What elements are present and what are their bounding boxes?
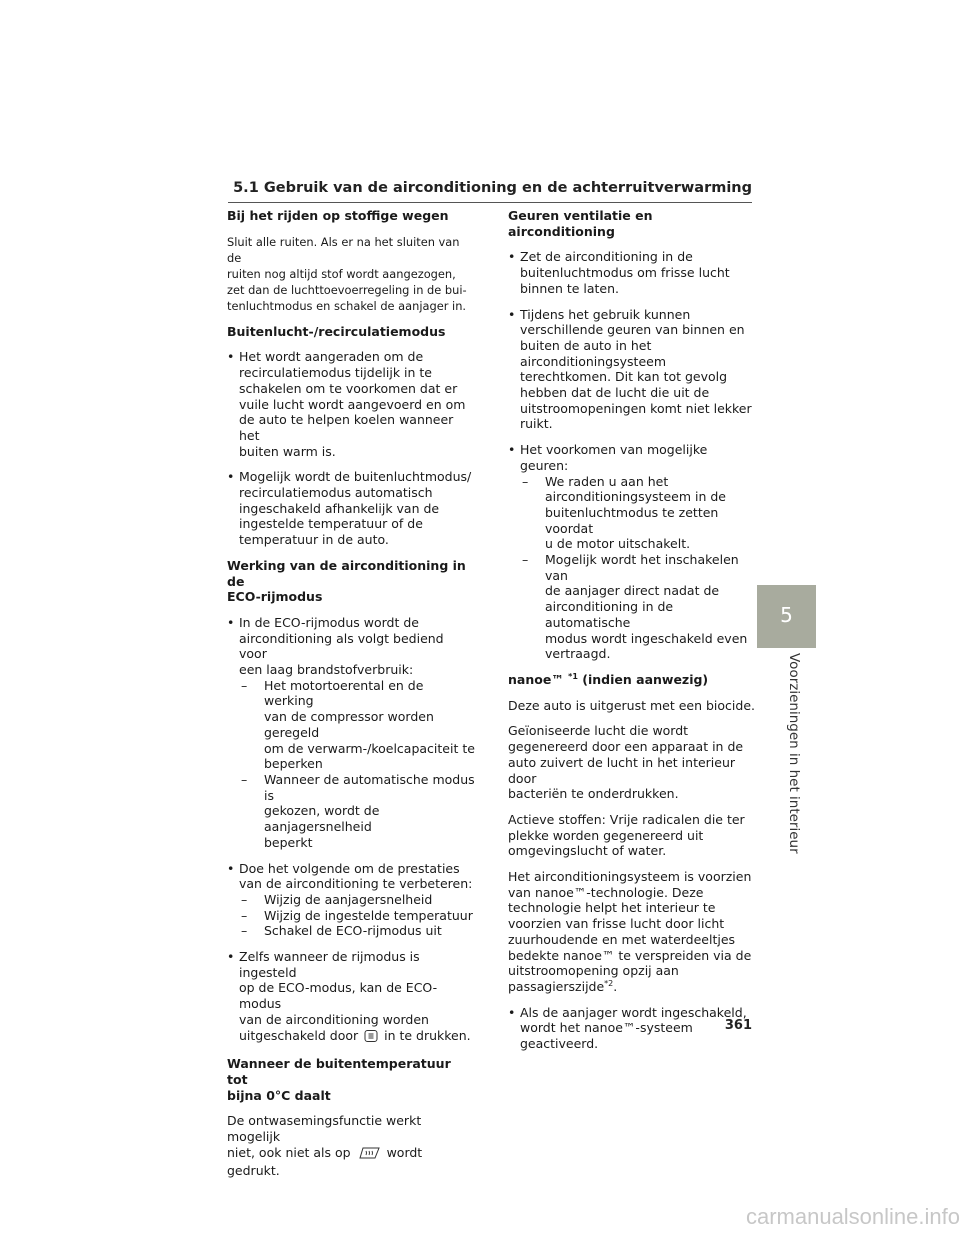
list-item xyxy=(508,442,756,662)
heading-eco-mode xyxy=(227,558,475,605)
text-line: vertraagd. xyxy=(545,646,611,662)
bullet: • xyxy=(508,306,516,322)
sub-list-item xyxy=(239,892,475,908)
text-line: Doe het volgende om de prestaties xyxy=(239,860,460,876)
text-line: buiten warm is. xyxy=(239,443,336,459)
text-line: gegenereerd door een apparaat in de xyxy=(508,739,744,755)
text-line: recirculatiemodus tijdelijk in te xyxy=(239,365,432,381)
list-item xyxy=(227,349,475,459)
heading-dusty-roads: Bij het rijden op stoffige wegen xyxy=(227,208,449,223)
text-line: binnen te laten. xyxy=(520,280,620,296)
sub-list-item xyxy=(520,474,756,553)
text-line: temperatuur in de auto. xyxy=(239,532,389,548)
text-line: schakelen om te voorkomen dat er xyxy=(239,380,458,396)
text-line: uitstroomopeningen komt niet lekker xyxy=(520,400,752,416)
eco-ac-icon xyxy=(364,1029,378,1047)
text-line: airconditioning in de automatische xyxy=(545,599,674,630)
dash: – xyxy=(522,473,529,489)
heading-nanoe xyxy=(508,672,756,688)
sub-list-item xyxy=(239,772,475,851)
text-line: van de compressor worden geregeld xyxy=(264,709,434,740)
text-line: Het voorkomen van mogelijke geuren: xyxy=(520,442,708,473)
sub-list-item xyxy=(239,678,475,772)
text-line: tenluchtmodus en schakel de aanjager in. xyxy=(227,298,467,313)
text-line: Mogelijk wordt de buitenluchtmodus/ xyxy=(239,469,472,485)
text-line: terechtkomen. Dit kan tot gevolg xyxy=(520,369,728,385)
text-line: bijna 0°C daalt xyxy=(227,1087,331,1103)
text-line: In de ECO-rijmodus wordt de xyxy=(239,614,419,630)
paragraph-biocide: Deze auto is uitgerust met een biocide. xyxy=(508,697,755,713)
dash: – xyxy=(241,907,248,923)
text-line: u de motor uitschakelt. xyxy=(545,536,691,552)
bullet: • xyxy=(508,1004,516,1020)
text-line: ECO-rijmodus xyxy=(227,589,323,605)
paragraph-nanoe-technology xyxy=(508,869,756,995)
windshield-defog-icon xyxy=(357,1146,381,1164)
text-line: beperken xyxy=(264,756,323,772)
bullet: • xyxy=(227,949,235,965)
right-column xyxy=(508,208,756,1062)
watermark: carmanualsonline.info xyxy=(745,1204,960,1229)
text-line: ingestelde temperatuur of de xyxy=(239,516,423,532)
text-line: auto zuivert de lucht in het interieur door xyxy=(508,754,736,786)
text-line: van nanoe™-technologie. Deze xyxy=(508,884,704,900)
bullet: • xyxy=(227,860,235,876)
list-item xyxy=(508,307,756,433)
text-line: plekke worden gegenereerd uit xyxy=(508,827,704,843)
text-line: Wanneer de automatische modus is xyxy=(264,771,475,803)
bullet: • xyxy=(508,442,516,458)
text-line: airconditioningsysteem xyxy=(520,353,667,369)
left-column xyxy=(227,208,475,1189)
text-line: buitenluchtmodus te zetten voordat xyxy=(545,504,719,536)
text-line: van de airconditioning te verbeteren: xyxy=(239,876,473,892)
text-line: buiten de auto in het xyxy=(520,337,652,353)
text-line: Geïoniseerde lucht die wordt xyxy=(508,723,689,739)
dash: – xyxy=(241,923,248,939)
text-line: Zelfs wanneer de rijmodus is ingesteld xyxy=(239,949,420,980)
paragraph-active-substances xyxy=(508,812,756,859)
list-item xyxy=(227,615,475,851)
text-line: airconditioningsysteem in de xyxy=(545,489,726,505)
text-fragment: (indien aanwezig) xyxy=(577,671,709,687)
heading-odors: Geuren ventilatie en airconditioning xyxy=(508,208,653,239)
text-line: bacteriën te onderdrukken. xyxy=(508,786,679,802)
text-fragment: passagierszijde xyxy=(508,978,605,994)
bullet: • xyxy=(227,469,235,485)
text-line xyxy=(227,1145,475,1179)
text-line: recirculatiemodus automatisch xyxy=(239,485,433,501)
list-item xyxy=(227,861,475,940)
paragraph-defog xyxy=(227,1113,475,1179)
text-line: De ontwasemingsfunctie werkt mogelijk xyxy=(227,1113,422,1145)
page-number: 361 xyxy=(724,1018,752,1033)
text-line: ingeschakeld afhankelijk van de xyxy=(239,500,440,516)
paragraph-ionized-air xyxy=(508,723,756,802)
text-line: hebben dat de lucht die uit de xyxy=(520,385,710,401)
footnote-marker: *2 xyxy=(604,978,614,988)
text-line: zuurhoudende en met waterdeeltjes xyxy=(508,931,736,947)
text-line: ruikt. xyxy=(520,416,553,432)
text-line: gekozen, wordt de aanjagersnelheid xyxy=(264,803,380,835)
text-line: een laag brandstofverbruik: xyxy=(239,662,414,678)
text-line: uitstroomopening opzij aan xyxy=(508,963,679,979)
text-fragment: nanoe™ xyxy=(508,671,564,687)
text-line: omgevingslucht of water. xyxy=(508,843,667,859)
list-item xyxy=(227,949,475,1046)
text-fragment: . xyxy=(613,978,618,994)
chapter-tab[interactable] xyxy=(757,585,816,648)
text-line: airconditioning als volgt bediend voor xyxy=(239,630,444,662)
text-line xyxy=(508,979,756,995)
text-line: bedekte nanoe™ te verspreiden via de xyxy=(508,947,752,963)
text-fragment: uitgeschakeld door xyxy=(239,1027,359,1043)
text-line: verschillende geuren van binnen en xyxy=(520,322,745,338)
text-line: Werking van de airconditioning in de xyxy=(227,557,466,589)
sub-list-item xyxy=(239,908,475,924)
text-line: de auto te helpen koelen wanneer het xyxy=(239,412,454,443)
text-line: ruiten nog altijd stof wordt aangezogen, xyxy=(227,266,456,281)
chapter-title: Voorzieningen in het interieur xyxy=(786,653,802,854)
dash: – xyxy=(241,677,248,693)
text-line: Schakel de ECO-rijmodus uit xyxy=(264,923,442,939)
bullet: • xyxy=(227,614,235,630)
text-line: Het airconditioningsysteem is voorzien xyxy=(508,869,752,885)
text-line: geactiveerd. xyxy=(520,1036,599,1052)
bullet: • xyxy=(508,249,516,265)
text-line: Tijdens het gebruik kunnen xyxy=(520,306,691,322)
heading-recirculation: Buitenlucht-/recirculatiemodus xyxy=(227,323,446,339)
chapter-number: 5 xyxy=(780,603,793,627)
section-header: 5.1 Gebruik van de airconditioning en de achterruitverwarming xyxy=(228,178,752,203)
text-line: Het wordt aangeraden om de xyxy=(239,349,424,365)
text-fragment: wordt gedrukt. xyxy=(227,1144,423,1179)
text-line: beperkt xyxy=(264,834,313,850)
text-line: zet dan de luchttoevoerregeling in de bui- xyxy=(227,282,467,297)
text-line: We raden u aan het xyxy=(545,473,669,489)
text-fragment: niet, ook niet als op xyxy=(227,1144,351,1160)
text-line: technologie helpt het interieur te xyxy=(508,900,716,916)
text-line: Als de aanjager wordt ingeschakeld, xyxy=(520,1004,747,1020)
text-line: de aanjager direct nadat de xyxy=(545,583,720,599)
text-line: buitenluchtmodus om frisse lucht xyxy=(520,265,730,281)
list-item xyxy=(508,249,756,296)
text-line: vuile lucht wordt aangevoerd en om xyxy=(239,396,466,412)
bullet: • xyxy=(227,349,235,365)
dash: – xyxy=(241,771,248,787)
dash: – xyxy=(522,552,529,568)
list-item xyxy=(227,469,475,548)
text-line: Wijzig de aanjagersnelheid xyxy=(264,891,433,907)
text-line: Mogelijk wordt het inschakelen van xyxy=(545,552,739,583)
text-line xyxy=(239,1028,475,1047)
text-line: Wijzig de ingestelde temperatuur xyxy=(264,907,473,923)
text-line: van de airconditioning worden xyxy=(239,1011,429,1027)
heading-low-temperature xyxy=(227,1056,475,1103)
paragraph-dusty-roads xyxy=(227,234,475,314)
dash: – xyxy=(241,891,248,907)
text-line: Zet de airconditioning in de xyxy=(520,249,693,265)
text-line: op de ECO-modus, kan de ECO-modus xyxy=(239,980,438,1012)
sub-list-item xyxy=(520,552,756,662)
text-line: wordt het nanoe™-systeem xyxy=(520,1020,693,1036)
text-line: Sluit alle ruiten. Als er na het sluiten van de xyxy=(227,234,460,265)
text-line: voorzien van frisse lucht door licht xyxy=(508,916,725,932)
text-line: Wanneer de buitentemperatuur tot xyxy=(227,1056,451,1087)
sub-list-item xyxy=(239,923,475,939)
text-line: Het motortoerental en de werking xyxy=(264,677,424,709)
text-line: om de verwarm-/koelcapaciteit te xyxy=(264,740,475,756)
text-line: Actieve stoffen: Vrije radicalen die ter xyxy=(508,811,745,827)
text-fragment: in te drukken. xyxy=(384,1027,471,1043)
text-line: modus wordt ingeschakeld even xyxy=(545,630,748,646)
footnote-marker: *1 xyxy=(568,671,578,681)
